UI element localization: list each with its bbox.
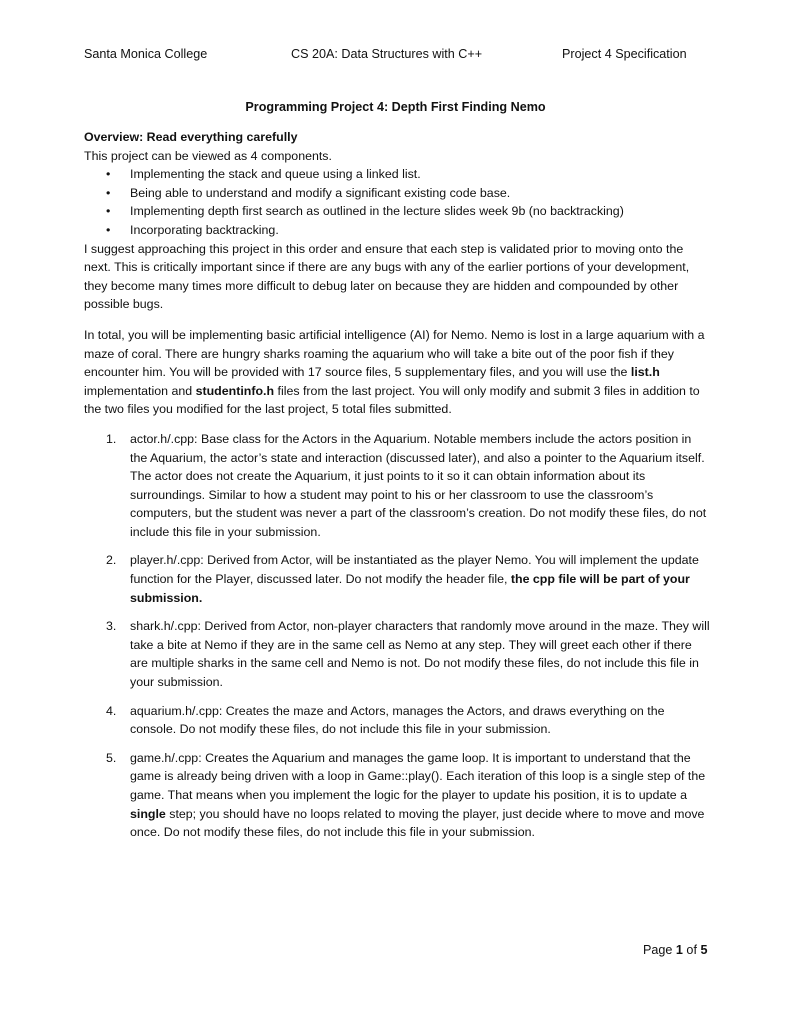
item-number: 4. [106,703,117,718]
list-item-text: Incorporating backtracking. [130,222,279,237]
intro-text-2: implementation and [84,383,196,398]
item-number: 3. [106,619,117,634]
list-item [84,165,710,184]
page-word: Page [643,943,676,957]
list-item [84,202,710,221]
file-item-game [84,749,710,842]
list-item-text: Implementing the stack and queue using a linked list. [130,167,421,182]
item-bold-text: the cpp file will be part of your submission. [130,572,690,605]
bullet-dot: • [106,167,111,182]
bullet-dot: • [106,204,111,219]
bullet-dot: • [106,185,111,200]
item-number: 5. [106,750,117,765]
list-item [84,184,710,203]
intro-text-3: files from the last project. You will only modify and submit 3 files in addition to the two files you modified for the last project, 5 total files submitted. [84,383,700,417]
item-text: shark.h/.cpp: Derived from Actor, non-player characters that randomly move around in the maze. They will take a bite at Nemo if they are in the same cell as Nemo at any step. They will greet each other if there are multiple sharks in the same cell and Nemo is not. Do not modify these files, do not include this file in your submission. [130,619,710,690]
total-pages: 5 [700,943,708,957]
item-number: 2. [106,553,117,568]
document-title: Programming Project 4: Depth First Finding Nemo [245,100,546,114]
header-course: CS 20A: Data Structures with C++ [291,47,483,61]
overview-intro: This project can be viewed as 4 components. [84,148,332,163]
intro-paragraph [84,326,710,419]
bullet-dot: • [106,222,111,237]
of-word: of [682,943,701,957]
approach-paragraph: I suggest approaching this project in this order and ensure that each step is validated prior to moving onto the next. This is critically important since if there are any bugs with any of the earlier portions of your development, they become many times more difficult to debug later on because they are hidden and compounded by other possible bugs. [84,241,690,312]
item-bold-text: single [130,806,166,821]
intro-text-1: In total, you will be implementing basic artificial intelligence (AI) for Nemo. Nemo is lost in a large aquarium with a maze of coral. There are hungry sharks roaming the aquarium who will take a bite out of the poor fish if they encounter him. You will be provided with 17 source files, 5 supplementary files, and you will use the [84,327,705,380]
item-text: aquarium.h/.cpp: Creates the maze and Actors, manages the Actors, and draws everything on the console. Do not modify these files, do not include this file in your submission. [130,703,665,737]
file-item-actor [84,430,710,542]
current-page: 1 [675,943,683,957]
file-item-aquarium [84,702,710,739]
item-text: game.h/.cpp: Creates the Aquarium and manages the game loop. It is important to understand that the game is already being driven with a loop in Game::play(). Each iteration of this loop is a single step of the game. That means when you implement the logic for the player to update his position, it is to update a [130,750,706,802]
file-item-shark [84,617,710,691]
list-item-text: Being able to understand and modify a significant existing code base. [130,185,511,200]
list-item-text: Implementing depth first search as outlined in the lecture slides week 9b (no backtracking) [130,204,624,219]
header-spec: Project 4 Specification [562,47,687,61]
list-item [84,221,710,240]
header-college: Santa Monica College [84,47,208,61]
overview-heading: Overview: Read everything carefully [84,130,298,144]
source-files-list [84,430,710,842]
page-number [643,943,707,957]
item-text-after: step; you should have no loops related to moving the player, just decide where to move and move once. Do not modify these files, do not include this file in your submission. [130,806,705,840]
list-h-filename: list.h [630,365,660,380]
item-text: actor.h/.cpp: Base class for the Actors in the Aquarium. Notable members include the actors position in the Aquarium, the actor’s state and interaction (discussed later), and also a pointer to the Aquarium itself. The actor does not create the Aquarium, it just points to it so it can obtain information about its surroundings. Similar to how a student may point to his or her classroom to use the classroom’s computers, but the student was never a part of the classroom’s creation. Do not modify these files, do not include this file in your submission. [130,431,707,539]
item-number: 1. [106,431,117,446]
item-text: player.h/.cpp: Derived from Actor, will be instantiated as the player Nemo. You will implement the update function for the Player, discussed later. Do not modify the header file, [130,553,699,587]
file-item-player [84,551,710,607]
components-list [84,165,710,239]
document-body [84,128,710,852]
studentinfo-filename: studentinfo.h [195,383,275,398]
